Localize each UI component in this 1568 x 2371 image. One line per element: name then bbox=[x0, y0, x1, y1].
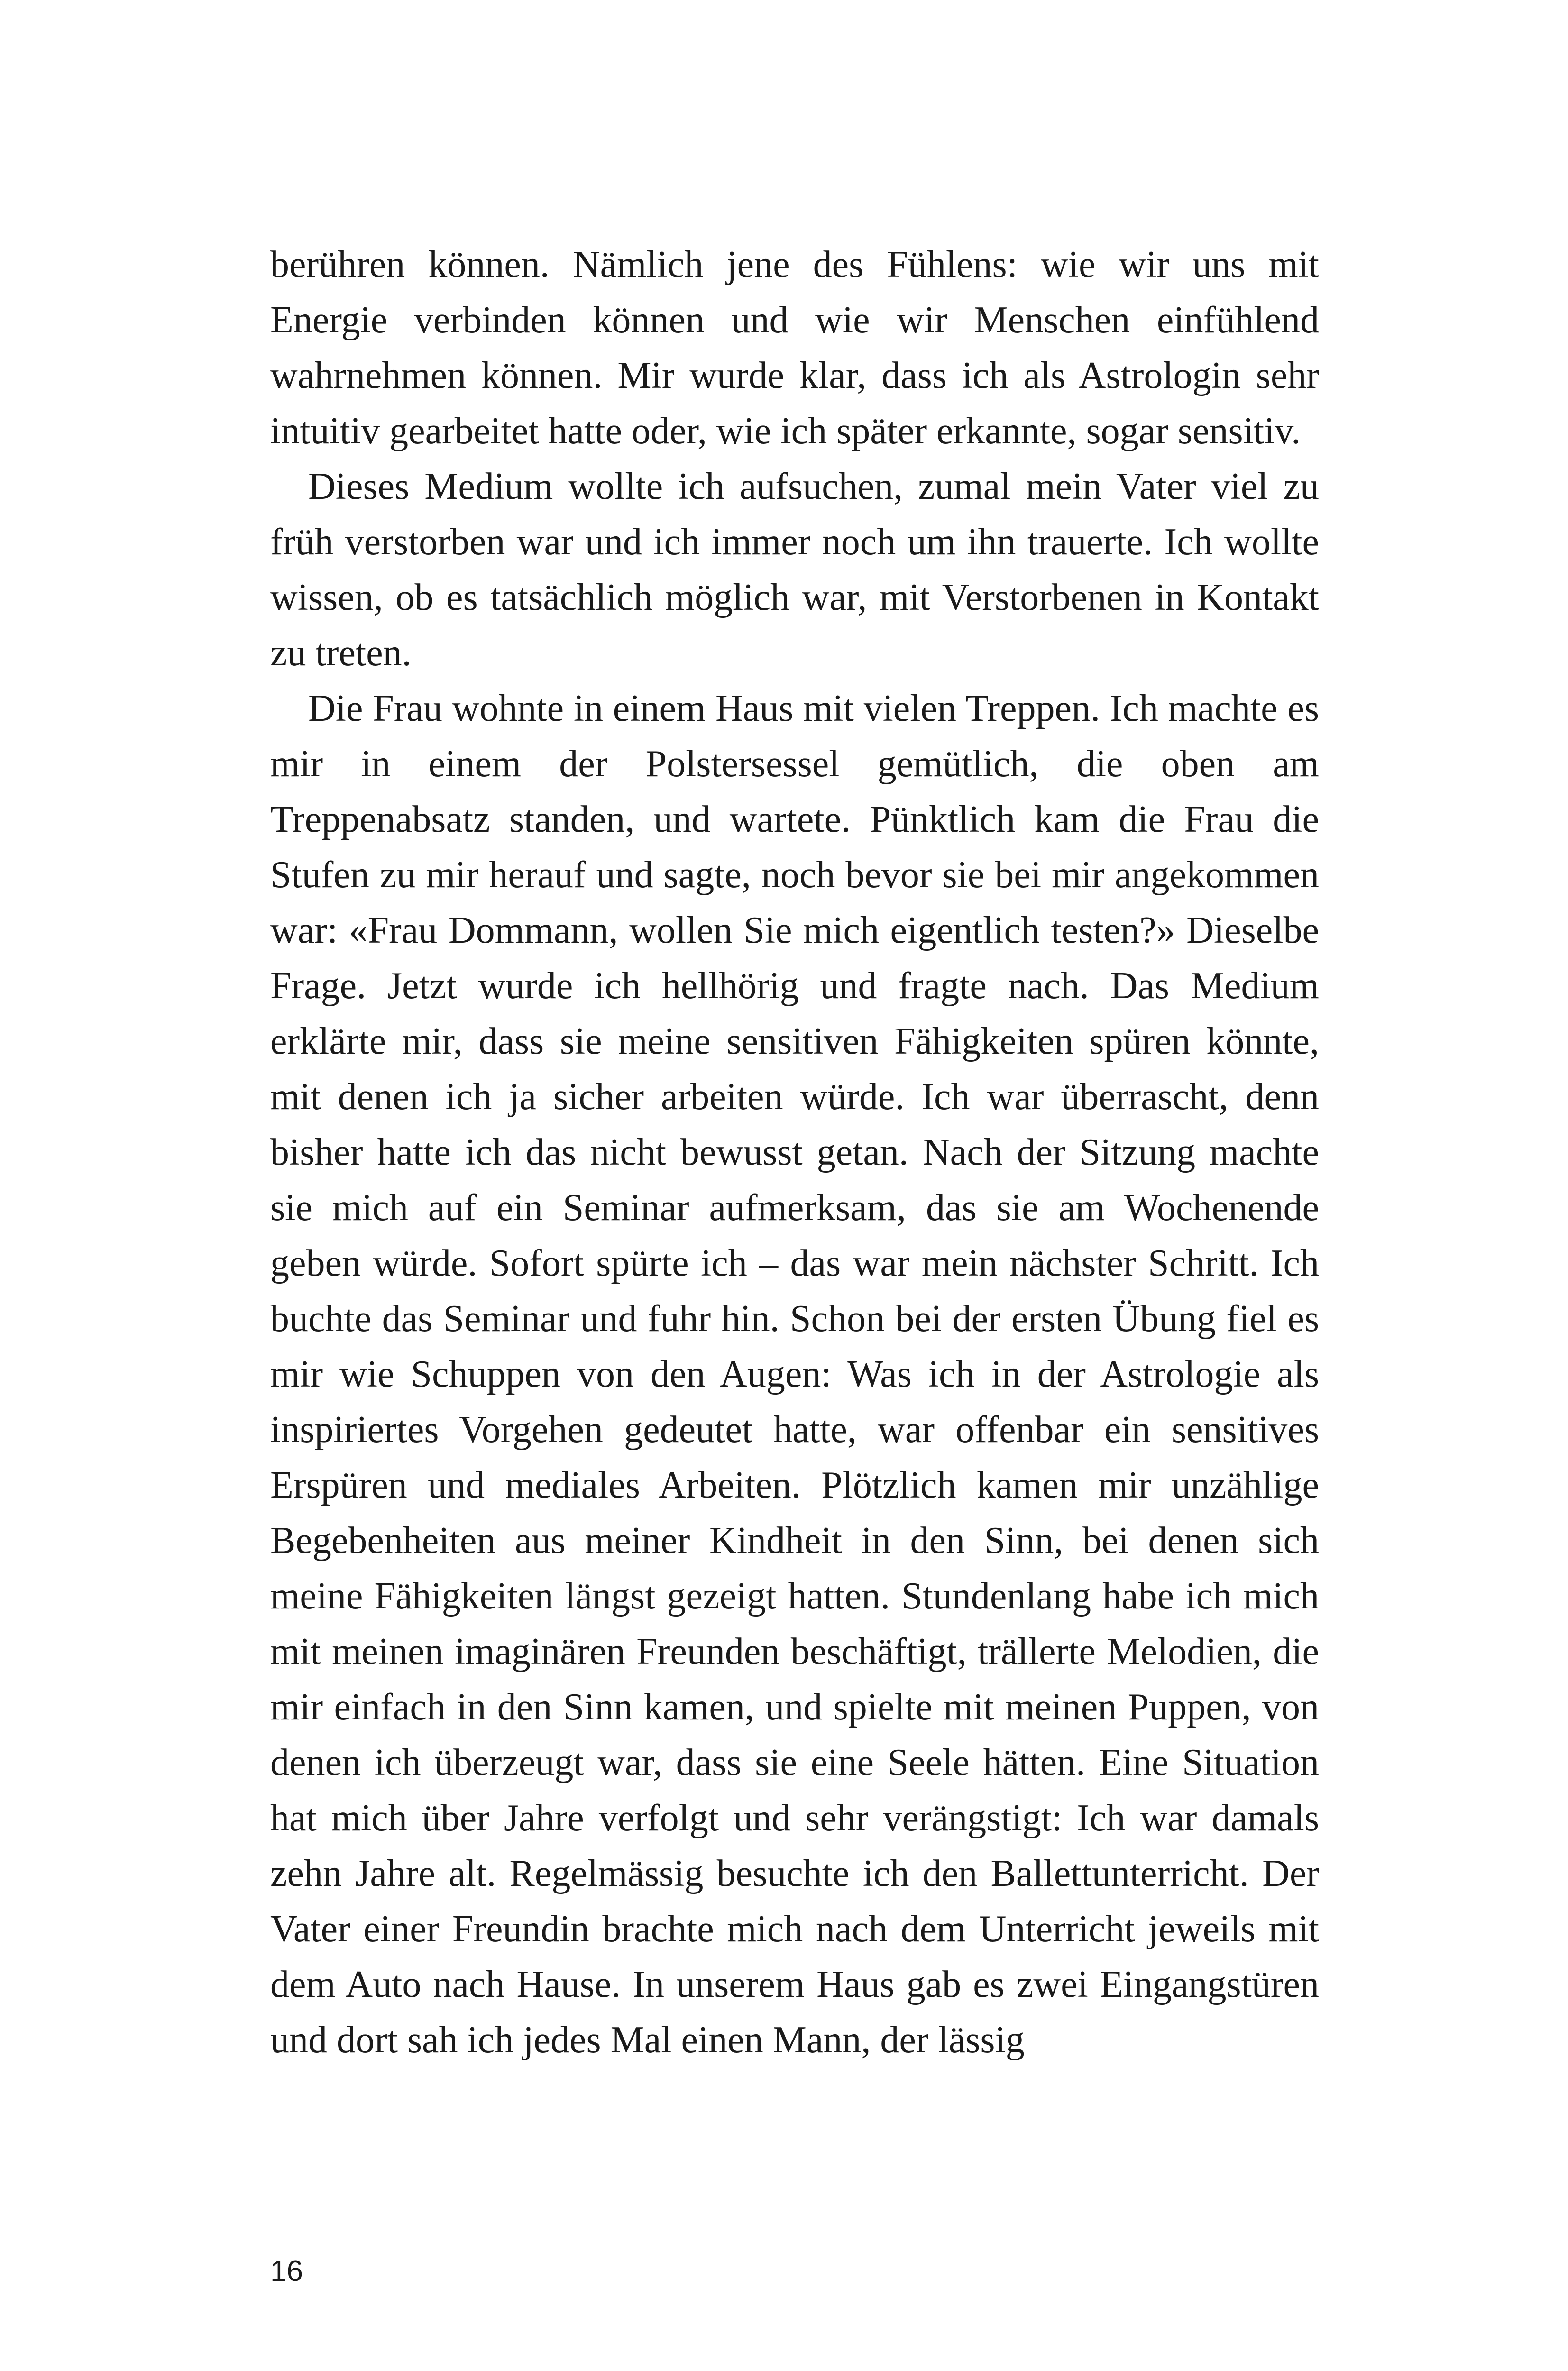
paragraph-3: Die Frau wohnte in einem Haus mit vielen Treppen. Ich machte es mir in einem der Polstersessel gemütlich, die oben am Treppenabsatz standen, und wartete. Pünktlich kam die Frau die Stufen zu mir herauf und sagte, noch bevor sie bei mir angekommen war: «Frau Dommann, wollen Sie mich eigentlich testen?» Dieselbe Frage. Jetzt wurde ich hellhörig und fragte nach. Das Medium erklärte mir, dass sie meine sensitiven Fähigkeiten spüren könnte, mit denen ich ja sicher arbeiten würde. Ich war überrascht, denn bisher hatte ich das nicht bewusst getan. Nach der Sitzung machte sie mich auf ein Seminar aufmerksam, das sie am Wochenende geben würde. Sofort spürte ich – das war mein nächster Schritt. Ich buchte das Seminar und fuhr hin. Schon bei der ersten Übung fiel es mir wie Schuppen von den Augen: Was ich in der Astrologie als inspiriertes Vorgehen gedeutet hatte, war offenbar ein sensitives Erspüren und mediales Arbeiten. Plötzlich kamen mir unzählige Begebenheiten aus meiner Kindheit in den Sinn, bei denen sich meine Fähigkeiten längst gezeigt hatten. Stundenlang habe ich mich mit meinen imaginären Freunden beschäftigt, trällerte Melodien, die mir einfach in den Sinn kamen, und spielte mit meinen Puppen, von denen ich überzeugt war, dass sie eine Seele hätten. Eine Situation hat mich über Jahre verfolgt und sehr verängstigt: Ich war damals zehn Jahre alt. Regelmässig besuchte ich den Ballettunterricht. Der Vater einer Freundin brachte mich nach dem Unterricht jeweils mit dem Auto nach Hause. In unserem Haus gab es zwei Eingangstüren und dort sah ich jedes Mal einen Mann, der lässig bbox=[270, 688, 1319, 2061]
paragraph-1: berühren können. Nämlich jene des Fühlens: wie wir uns mit Energie verbinden können und wie wir Menschen einfühlend wahrnehmen können. Mir wurde klar, dass ich als Astrologin sehr intuitiv gearbeitet hatte oder, wie ich später erkannte, sogar sensitiv. bbox=[270, 244, 1319, 452]
page-number: 16 bbox=[270, 2255, 303, 2288]
paragraph-2: Dieses Medium wollte ich aufsuchen, zumal mein Vater viel zu früh verstorben war und ich immer noch um ihn trauerte. Ich wollte wissen, ob es tatsächlich möglich war, mit Verstorbenen in Kontakt zu treten. bbox=[270, 466, 1319, 674]
body-text bbox=[270, 237, 1319, 2068]
